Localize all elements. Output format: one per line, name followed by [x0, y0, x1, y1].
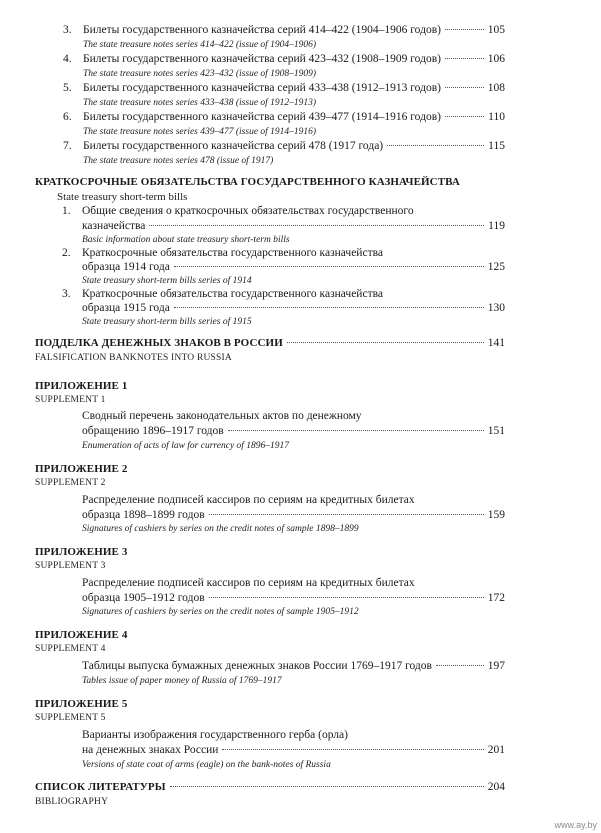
section-title-ru: СПИСОК ЛИТЕРАТУРЫ [35, 781, 166, 793]
entry-number: 5. [63, 82, 72, 94]
supplement-title-en: SUPPLEMENT 2 [35, 478, 106, 488]
entry-title-ru-cont: казначейства [82, 220, 146, 232]
entry-number: 3. [62, 288, 71, 300]
entry-title-ru: Билеты государственного казначейства серий 439–477 (1914–1916 годов) [83, 111, 441, 123]
toc-entry [63, 53, 505, 65]
leader-dots [445, 116, 484, 117]
toc-entry [82, 660, 505, 672]
leader-dots [174, 307, 484, 308]
entry-title-ru: Билеты государственного казначейства серий 423–432 (1908–1909 годов) [83, 53, 441, 65]
entry-title-en: Tables issue of paper money of Russia of 1769–1917 [82, 676, 282, 686]
supplement-title-en: SUPPLEMENT 1 [35, 395, 106, 405]
leader-dots [174, 266, 484, 267]
page-number: 141 [487, 337, 505, 349]
watermark: www.ay.by [554, 820, 597, 830]
leader-dots [222, 749, 483, 750]
supplement-title-en: SUPPLEMENT 4 [35, 644, 106, 654]
section-title-en: BIBLIOGRAPHY [35, 797, 109, 807]
entry-title-ru: Краткосрочные обязательства государственного казначейства [82, 288, 383, 300]
toc-entry [82, 261, 505, 273]
page-number: 108 [487, 82, 505, 94]
page-number: 130 [487, 302, 505, 314]
entry-title-ru: Распределение подписей кассиров по сериям на кредитных билетах [82, 494, 415, 506]
page-number: 119 [488, 220, 505, 232]
leader-dots [436, 665, 484, 666]
entry-title-ru: Варианты изображения государственного герба (орла) [82, 729, 348, 741]
section-title-ru: ПОДДЕЛКА ДЕНЕЖНЫХ ЗНАКОВ В РОССИИ [35, 337, 283, 349]
entry-title-ru-cont: образца 1898–1899 годов [82, 509, 205, 521]
section-title-en: State treasury short-term bills [57, 191, 188, 203]
entry-title-ru-cont: образца 1914 года [82, 261, 170, 273]
page-number: 125 [487, 261, 505, 273]
section-title-ru: КРАТКОСРОЧНЫЕ ОБЯЗАТЕЛЬСТВА ГОСУДАРСТВЕННОГО КАЗНАЧЕЙСТВА [35, 176, 460, 188]
supplement-title-ru: ПРИЛОЖЕНИЕ 1 [35, 380, 128, 392]
leader-dots [445, 29, 484, 30]
section-title-en: FALSIFICATION BANKNOTES INTO RUSSIA [35, 353, 232, 363]
supplement-title-ru: ПРИЛОЖЕНИЕ 5 [35, 698, 128, 710]
entry-title-ru: Билеты государственного казначейства серий 478 (1917 года) [83, 140, 384, 152]
leader-dots [445, 58, 484, 59]
entry-title-en: State treasury short-term bills series of 1915 [82, 317, 252, 327]
leader-dots [209, 514, 484, 515]
page-number: 151 [487, 425, 505, 437]
entry-line-1 [62, 247, 383, 259]
entry-title-ru: Краткосрочные обязательства государственного казначейства [82, 247, 383, 259]
entry-title-en: Signatures of cashiers by series on the credit notes of sample 1898–1899 [82, 524, 359, 534]
leader-dots [149, 225, 484, 226]
entry-line-1 [62, 288, 383, 300]
toc-entry [63, 140, 505, 152]
toc-entry [63, 24, 505, 36]
entry-title-ru-cont: обращению 1896–1917 годов [82, 425, 224, 437]
entry-number: 6. [63, 111, 72, 123]
supplement-title-en: SUPPLEMENT 3 [35, 561, 106, 571]
entry-title-ru: Сводный перечень законодательных актов по денежному [82, 410, 362, 422]
entry-title-ru: Распределение подписей кассиров по сериям на кредитных билетах [82, 577, 415, 589]
leader-dots [287, 342, 484, 343]
entry-title-en: The state treasure notes series 439–477 (issue of 1914–1916) [83, 127, 317, 137]
toc-entry [63, 82, 505, 94]
entry-line-1 [62, 205, 414, 217]
entry-number: 1. [62, 205, 71, 217]
entry-title-en: Enumeration of acts of law for currency of 1896–1917 [82, 441, 290, 451]
entry-title-ru: Билеты государственного казначейства серий 414–422 (1904–1906 годов) [83, 24, 441, 36]
supplement-title-ru: ПРИЛОЖЕНИЕ 2 [35, 463, 128, 475]
entry-title-en: Versions of state coat of arms (eagle) on the bank-notes of Russia [82, 760, 331, 770]
page-number: 204 [487, 781, 505, 793]
entry-title-ru-cont: образца 1915 года [82, 302, 170, 314]
entry-title-en: State treasury short-term bills series of 1914 [82, 276, 252, 286]
toc-entry [63, 111, 505, 123]
toc-entry [82, 302, 505, 314]
toc-entry [82, 509, 505, 521]
toc-entry [82, 220, 505, 232]
entry-title-ru-cont: образца 1905–1912 годов [82, 592, 205, 604]
page-number: 201 [487, 744, 505, 756]
page-number: 105 [487, 24, 505, 36]
supplement-title-en: SUPPLEMENT 5 [35, 713, 106, 723]
entry-number: 7. [63, 140, 72, 152]
entry-title-en: The state treasure notes series 478 (issue of 1917) [83, 156, 274, 166]
supplement-title-ru: ПРИЛОЖЕНИЕ 3 [35, 546, 128, 558]
toc-entry [82, 592, 505, 604]
entry-title-en: The state treasure notes series 414–422 (issue of 1904–1906) [83, 40, 317, 50]
entry-title-ru: Таблицы выпуска бумажных денежных знаков России 1769–1917 годов [82, 660, 432, 672]
entry-title-en: Signatures of cashiers by series on the credit notes of sample 1905–1912 [82, 607, 359, 617]
leader-dots [445, 87, 484, 88]
toc-entry [82, 425, 505, 437]
toc-section-entry [35, 337, 505, 349]
entry-title-ru: Билеты государственного казначейства серий 433–438 (1912–1913 годов) [83, 82, 441, 94]
leader-dots [209, 597, 484, 598]
toc-section-entry [35, 781, 505, 793]
entry-number: 4. [63, 53, 72, 65]
page-number: 172 [487, 592, 505, 604]
page-number: 159 [487, 509, 505, 521]
page-number: 110 [488, 111, 505, 123]
entry-title-en: The state treasure notes series 423–432 (issue of 1908–1909) [83, 69, 317, 79]
entry-title-ru-cont: на денежных знаках России [82, 744, 219, 756]
entry-title-ru: Общие сведения о краткосрочных обязательствах государственного [82, 205, 414, 217]
page-number: 106 [487, 53, 505, 65]
leader-dots [170, 786, 484, 787]
entry-title-en: The state treasure notes series 433–438 (issue of 1912–1913) [83, 98, 317, 108]
leader-dots [228, 430, 484, 431]
toc-entry [82, 744, 505, 756]
leader-dots [387, 145, 484, 146]
entry-title-en: Basic information about state treasury short-term bills [82, 235, 290, 245]
page-number: 115 [488, 140, 505, 152]
supplement-title-ru: ПРИЛОЖЕНИЕ 4 [35, 629, 128, 641]
entry-number: 3. [63, 24, 72, 36]
page-number: 197 [487, 660, 505, 672]
entry-number: 2. [62, 247, 71, 259]
